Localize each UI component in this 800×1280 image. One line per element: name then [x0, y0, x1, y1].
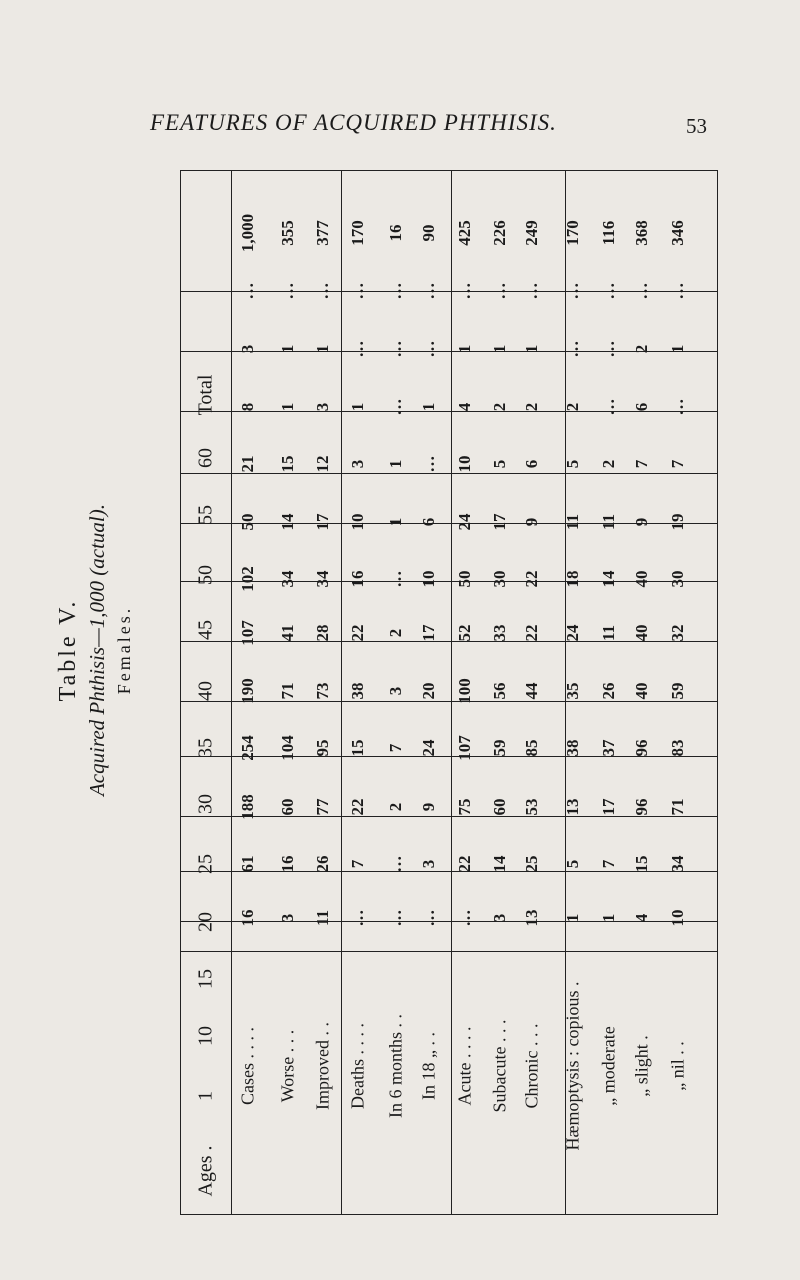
table-cell: 90: [419, 224, 438, 242]
table-cell: 2: [386, 628, 405, 638]
table-cell: 107: [238, 620, 257, 646]
table-cell: 40: [632, 682, 651, 700]
table-cell: 102: [238, 566, 257, 592]
table-cell: 2: [490, 402, 509, 412]
table-cell: 3: [386, 686, 405, 696]
age-header: 1: [194, 1091, 217, 1101]
table-cell: …: [599, 282, 618, 300]
table-cell: 16: [348, 570, 367, 588]
table-cell: 12: [313, 455, 332, 473]
table-cell: 3: [348, 459, 367, 469]
table-cell: 15: [278, 455, 297, 473]
table-cell: 6: [419, 517, 438, 527]
row-label: „ slight .: [631, 1035, 652, 1097]
page-header: [0, 0, 800, 170]
table-cell: 75: [455, 798, 474, 816]
table-cell: 7: [668, 459, 687, 469]
table-cell: …: [455, 282, 474, 300]
page-number: 53: [686, 114, 707, 138]
table-cell: 1: [599, 913, 618, 923]
table-caption-text: [53, 370, 137, 930]
table-cell: …: [386, 909, 405, 927]
table-cell: 33: [490, 624, 509, 642]
table-cell: 11: [599, 624, 618, 642]
table-cell: 83: [668, 739, 687, 757]
table-cell: 1: [668, 344, 687, 354]
table-cell: 1: [313, 344, 332, 354]
table-cell: 34: [668, 855, 687, 873]
age-header: 40: [194, 681, 217, 701]
table-cell: …: [313, 282, 332, 300]
table-cell: 7: [599, 859, 618, 869]
table-cell: 368: [632, 220, 651, 246]
label-divider: [181, 951, 717, 952]
table-cell: 1: [278, 402, 297, 412]
row-label: In 18 „ . .: [418, 1032, 439, 1100]
table-cell: 50: [455, 570, 474, 588]
table-cell: 5: [563, 459, 582, 469]
table-cell: …: [386, 570, 405, 588]
column-divider: [451, 171, 452, 1214]
table-cell: 9: [632, 517, 651, 527]
table-cell: 10: [455, 455, 474, 473]
table-cell: …: [419, 340, 438, 358]
table-cell: 24: [455, 513, 474, 531]
table-cell: 5: [490, 459, 509, 469]
table-cell: 26: [599, 682, 618, 700]
row-label: Hæmoptysis : copious .: [562, 981, 583, 1151]
table-cell: 10: [668, 909, 687, 927]
table-cell: 41: [278, 624, 297, 642]
table-cell: 10: [348, 513, 367, 531]
table-cell: 13: [522, 909, 541, 927]
table-cell: 8: [238, 402, 257, 412]
table-cell: 9: [419, 802, 438, 812]
table-cell: 2: [599, 459, 618, 469]
table-cell: 3: [238, 344, 257, 354]
table-cell: …: [563, 282, 582, 300]
table-cell: 190: [238, 678, 257, 704]
table-cell: 25: [522, 855, 541, 873]
table-cell: 346: [668, 220, 687, 246]
age-header: 25: [194, 854, 217, 874]
table-cell: …: [419, 909, 438, 927]
age-header: 30: [194, 794, 217, 814]
table-cell: 1: [278, 344, 297, 354]
table-subtitle: Acquired Phthisis—1,000 (actual).: [85, 503, 109, 797]
table-cell: 77: [313, 798, 332, 816]
table-cell: 22: [348, 624, 367, 642]
table-cell: 34: [278, 570, 297, 588]
table-cell: 249: [522, 220, 541, 246]
table-cell: 24: [419, 739, 438, 757]
table-cell: 96: [632, 798, 651, 816]
table-cell: 11: [563, 513, 582, 531]
table-section-label: Females.: [114, 605, 134, 695]
table-cell: 116: [599, 220, 618, 246]
age-header: 45: [194, 620, 217, 640]
table-cell: 4: [455, 402, 474, 412]
table-cell: 170: [348, 220, 367, 246]
row-label: In 6 months . .: [385, 1013, 406, 1119]
table-cell: 14: [278, 513, 297, 531]
table-cell: 17: [490, 513, 509, 531]
running-head: FEATURES OF ACQUIRED PHTHISIS.: [150, 110, 557, 135]
table-cell: 30: [668, 570, 687, 588]
age-header: Total: [194, 374, 217, 416]
table-cell: 30: [490, 570, 509, 588]
table-cell: 425: [455, 220, 474, 246]
table-cell: 2: [386, 802, 405, 812]
age-header: 35: [194, 738, 217, 758]
table-cell: 10: [419, 570, 438, 588]
row-label: Improved . .: [312, 1022, 333, 1110]
table-cell: 4: [632, 913, 651, 923]
table-caption: [20, 370, 170, 930]
table-cell: 3: [313, 402, 332, 412]
table-cell: 22: [348, 798, 367, 816]
table-cell: 38: [563, 739, 582, 757]
table-cell: 1: [490, 344, 509, 354]
table-cell: 1: [455, 344, 474, 354]
table-cell: …: [668, 398, 687, 416]
table-cell: 19: [668, 513, 687, 531]
table-cell: 53: [522, 798, 541, 816]
table-cell: …: [490, 282, 509, 300]
table-cell: 34: [313, 570, 332, 588]
table-cell: …: [386, 340, 405, 358]
table-cell: 226: [490, 220, 509, 246]
table-cell: 104: [278, 735, 297, 761]
row-label: Acute . . . .: [454, 1026, 475, 1106]
table-cell: 7: [632, 459, 651, 469]
column-divider: [231, 171, 232, 1214]
table-cell: 59: [668, 682, 687, 700]
age-header: 50: [194, 565, 217, 585]
table-cell: 96: [632, 739, 651, 757]
table-cell: 355: [278, 220, 297, 246]
table-cell: 5: [563, 859, 582, 869]
table-cell: 73: [313, 682, 332, 700]
table-cell: 56: [490, 682, 509, 700]
table-cell: 11: [599, 513, 618, 531]
table-cell: 100: [455, 678, 474, 704]
table-cell: 377: [313, 220, 332, 246]
table-cell: 6: [632, 402, 651, 412]
table-cell: …: [563, 340, 582, 358]
table-cell: …: [348, 340, 367, 358]
table-cell: …: [599, 340, 618, 358]
table-cell: 6: [522, 459, 541, 469]
table-cell: …: [668, 282, 687, 300]
table-cell: 40: [632, 624, 651, 642]
table-cell: 95: [313, 739, 332, 757]
row-label: „ nil . .: [667, 1041, 688, 1091]
table-cell: 14: [599, 570, 618, 588]
table-cell: …: [278, 282, 297, 300]
table-cell: 22: [522, 624, 541, 642]
row-label: Chronic . . .: [521, 1023, 542, 1109]
table-cell: 38: [348, 682, 367, 700]
table-cell: …: [348, 909, 367, 927]
row-label: „ moderate: [598, 1026, 619, 1106]
table-cell: 17: [599, 798, 618, 816]
table-cell: 20: [419, 682, 438, 700]
age-header: Ages .: [194, 1145, 217, 1197]
age-header: 15: [194, 969, 217, 989]
table-cell: 40: [632, 570, 651, 588]
table-title: Table V.: [55, 598, 81, 702]
table-cell: 2: [632, 344, 651, 354]
table-cell: …: [419, 282, 438, 300]
table-cell: 2: [563, 402, 582, 412]
row-label: Subacute . . .: [489, 1019, 510, 1113]
table-cell: …: [455, 909, 474, 927]
table-cell: 71: [668, 798, 687, 816]
row-label: Cases . . . .: [237, 1027, 258, 1105]
table-cell: …: [599, 398, 618, 416]
table-cell: 61: [238, 855, 257, 873]
table-cell: 9: [522, 517, 541, 527]
row-divider: [181, 816, 717, 817]
table-cell: 52: [455, 624, 474, 642]
table-cell: 59: [490, 739, 509, 757]
table-cell: 1: [522, 344, 541, 354]
table-cell: 254: [238, 735, 257, 761]
table-cell: 22: [455, 855, 474, 873]
table-cell: 15: [348, 739, 367, 757]
age-header: 60: [194, 448, 217, 468]
table-cell: 85: [522, 739, 541, 757]
table-cell: …: [386, 855, 405, 873]
table-cell: 13: [563, 798, 582, 816]
table-cell: 71: [278, 682, 297, 700]
table-cell: …: [238, 282, 257, 300]
age-header: 20: [194, 912, 217, 932]
table-cell: 11: [313, 909, 332, 927]
table-cell: 21: [238, 455, 257, 473]
table-cell: 26: [313, 855, 332, 873]
table-cell: 16: [278, 855, 297, 873]
table-cell: 24: [563, 624, 582, 642]
table-cell: 1: [386, 459, 405, 469]
table-cell: 14: [490, 855, 509, 873]
table-cell: 107: [455, 735, 474, 761]
table-cell: 170: [563, 220, 582, 246]
table-cell: 3: [490, 913, 509, 923]
table-cell: 17: [419, 624, 438, 642]
table-cell: 35: [563, 682, 582, 700]
row-divider: [181, 701, 717, 702]
table-cell: 17: [313, 513, 332, 531]
table-cell: …: [386, 282, 405, 300]
table-cell: …: [419, 455, 438, 473]
table-cell: 1,000: [238, 213, 257, 253]
table-cell: 16: [386, 224, 405, 242]
table-cell: 44: [522, 682, 541, 700]
table-cell: …: [632, 282, 651, 300]
table-cell: 60: [278, 798, 297, 816]
table-cell: 37: [599, 739, 618, 757]
table-cell: 16: [238, 909, 257, 927]
table-cell: 188: [238, 794, 257, 820]
table-cell: 60: [490, 798, 509, 816]
table-cell: 7: [348, 859, 367, 869]
row-label: Deaths . . . .: [347, 1023, 368, 1109]
age-header: 55: [194, 505, 217, 525]
table-cell: 22: [522, 570, 541, 588]
table-cell: 15: [632, 855, 651, 873]
row-divider: [181, 473, 717, 474]
table-cell: 1: [348, 402, 367, 412]
table-cell: …: [522, 282, 541, 300]
row-label: Worse . . .: [277, 1029, 298, 1103]
table-cell: 7: [386, 743, 405, 753]
table-cell: …: [386, 398, 405, 416]
table-cell: 3: [278, 913, 297, 923]
table-cell: …: [348, 282, 367, 300]
table-cell: 3: [419, 859, 438, 869]
table-cell: 1: [563, 913, 582, 923]
table-cell: 2: [522, 402, 541, 412]
table-cell: 1: [419, 402, 438, 412]
table-cell: 18: [563, 570, 582, 588]
table-cell: 1: [386, 517, 405, 527]
table-cell: 32: [668, 624, 687, 642]
age-header: 10: [194, 1026, 217, 1046]
data-table: [180, 170, 718, 1215]
table-cell: 28: [313, 624, 332, 642]
column-divider: [341, 171, 342, 1214]
table-cell: 50: [238, 513, 257, 531]
